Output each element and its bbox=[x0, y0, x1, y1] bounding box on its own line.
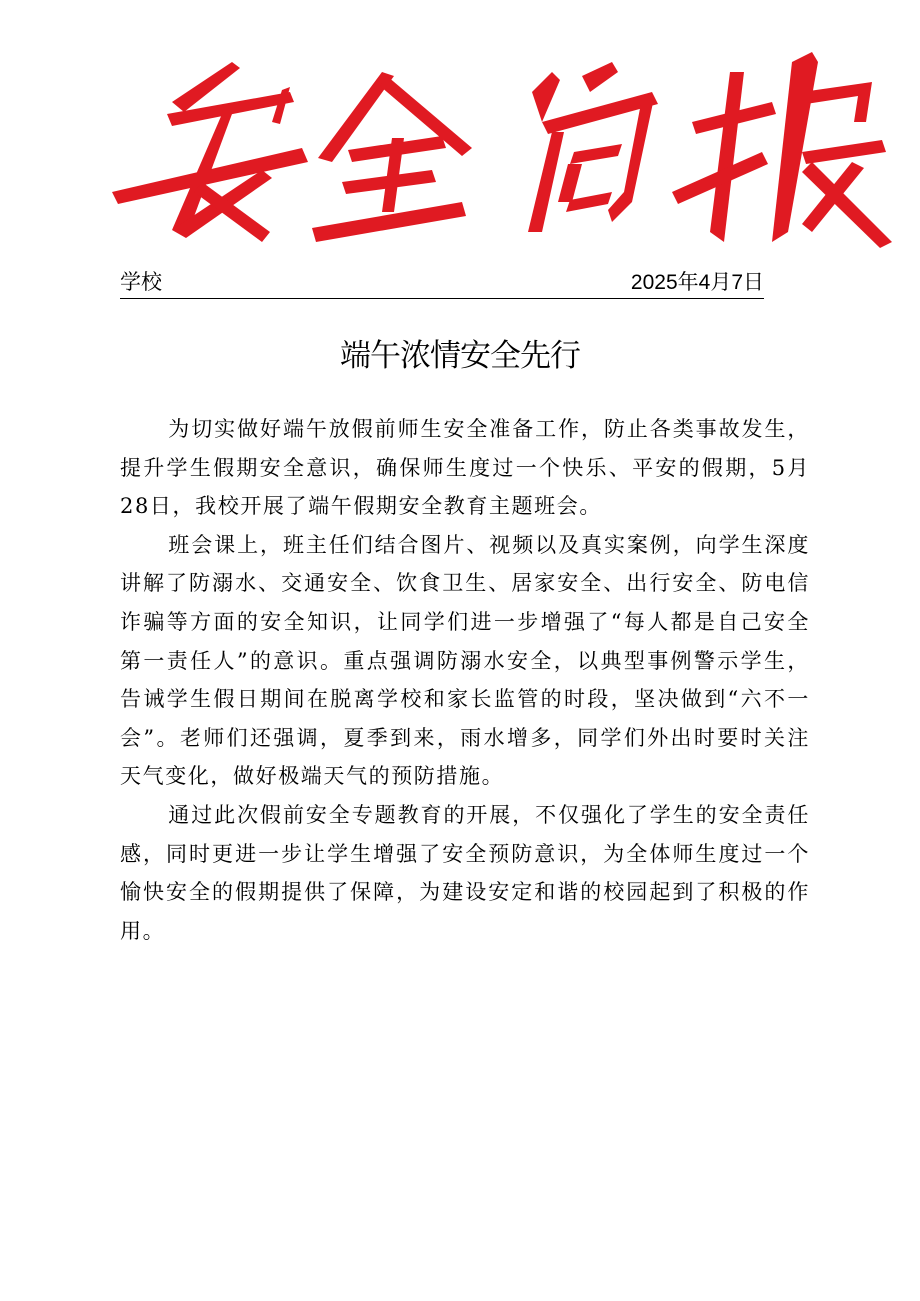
masthead-calligraphy-title bbox=[112, 52, 902, 252]
article-paragraph: 通过此次假前安全专题教育的开展，不仅强化了学生的安全责任感，同时更进一步让学生增强了安全预防意识，为全体师生度过一个愉快安全的假期提供了保障，为建设安定和谐的校园起到了积极的作用。 bbox=[120, 802, 810, 943]
masthead-calligraphy-graphic bbox=[112, 52, 902, 252]
article-paragraph: 为切实做好端午放假前师生安全准备工作，防止各类事故发生，提升学生假期安全意识，确保师生度过一个快乐、平安的假期，5月28日，我校开展了端午假期安全教育主题班会。 bbox=[120, 417, 810, 519]
report-date: 2025年4月7日 bbox=[630, 271, 764, 294]
article-paragraph: 班会课上，班主任们结合图片、视频以及真实案例，向学生深度讲解了防溺水、交通安全、饮食卫生、居家安全、出行安全、防电信诈骗等方面的安全知识，让同学们进一步增强了“每人都是自己安全第一责任人”的意识。重点强调防溺水安全，以典型事例警示学生，告诫学生假日期间在脱离学校和家长监管的时段，坚决做到“六不一会”。老师们还强调，夏季到来，雨水增多，同学们外出时要时关注天气变化，做好极端天气的预防措施。 bbox=[120, 532, 810, 789]
article-body bbox=[120, 410, 810, 950]
article-title: 端午浓情安全先行 bbox=[340, 338, 580, 373]
school-label: 学校 bbox=[120, 271, 162, 294]
header-info-line bbox=[120, 268, 764, 299]
